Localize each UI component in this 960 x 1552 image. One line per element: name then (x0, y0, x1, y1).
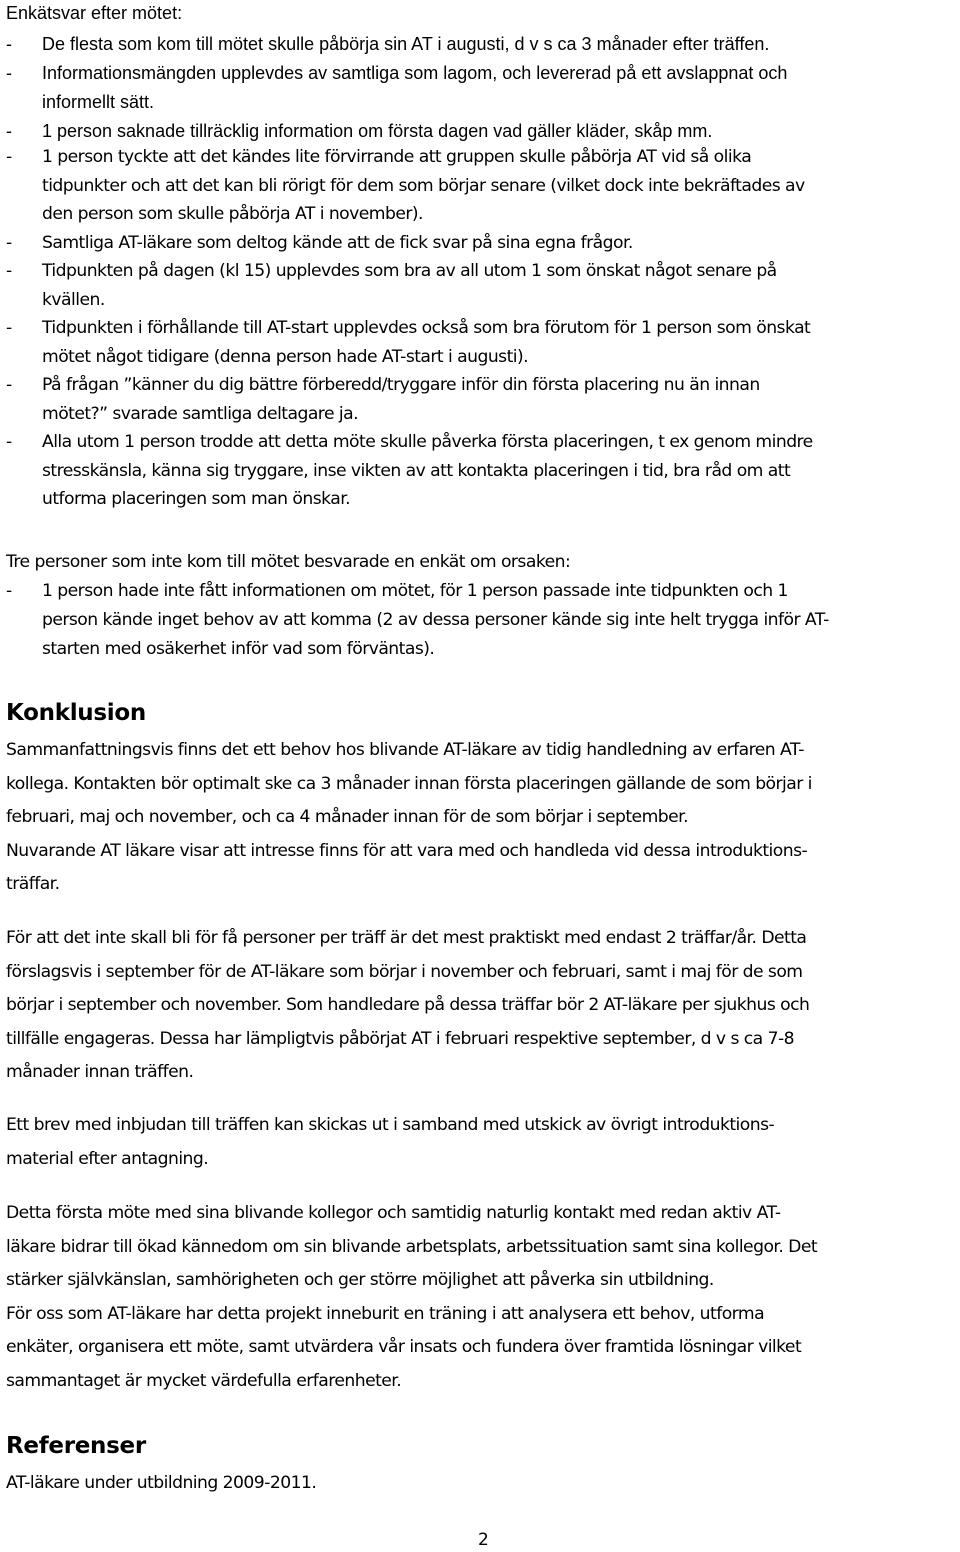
conclusion-paragraph-1 (6, 734, 812, 902)
bullet-dash: - (6, 318, 12, 338)
list-item (0, 314, 813, 371)
list-item-line: De flesta som kom till mötet skulle påbörja sin AT i augusti, d v s ca 3 månader efter träffen. (42, 34, 770, 54)
list-item-line: 1 person hade inte fått informationen om mötet, för 1 person passade inte tidpunkten och 1 (42, 581, 788, 601)
list-item-line: person kände inget behov av att komma (2 av dessa personer kände sig inte helt trygga inför AT- (42, 610, 829, 630)
bullet-dash: - (6, 63, 12, 83)
conclusion-heading: Konklusion (6, 700, 146, 726)
text-line: För oss som AT-läkare har detta projekt inneburit en träning i att analysera ett behov, utforma (6, 1303, 765, 1324)
list-item-line: kvällen. (42, 289, 105, 310)
list-item-line: den person som skulle påbörja AT i november). (42, 204, 423, 224)
list-item-line: Alla utom 1 person trodde att detta möte skulle påverka första placeringen, t ex genom mindre (42, 432, 813, 452)
text-line: läkare bidrar till ökad kännedom om sin blivande arbetsplats, arbetssituation samt sina kollegor. Det (6, 1236, 818, 1257)
bullet-dash: - (6, 121, 12, 141)
text-line: tillfälle engageras. Dessa har lämpligtvis påbörjat AT i februari respektive september, d v s ca 7-8 (6, 1028, 795, 1049)
conclusion-paragraph-4 (6, 1197, 817, 1398)
list-item (0, 428, 813, 514)
list-item-line: informellt sätt. (42, 92, 155, 112)
list-item (0, 229, 813, 258)
bullet-dash: - (6, 34, 12, 54)
text-line: Ett brev med inbjudan till träffen kan skickas ut i samband med utskick av övrigt introduktions- (6, 1115, 775, 1135)
bullet-dash: - (6, 375, 12, 395)
text-line: Detta första möte med sina blivande kollegor och samtidig naturlig kontakt med redan aktiv AT- (6, 1203, 781, 1223)
survey-heading: Enkätsvar efter mötet: (6, 3, 183, 23)
references-heading: Referenser (6, 1433, 146, 1459)
text-line: Sammanfattningsvis finns det ett behov hos blivande AT-läkare av tidig handledning av erfaren AT- (6, 740, 804, 760)
absent-intro: Tre personer som inte kom till mötet besvarade en enkät om orsaken: (6, 552, 571, 572)
list-item-line: starten med osäkerhet inför vad som förväntas). (42, 639, 435, 659)
list-item (0, 59, 787, 117)
list-item (0, 143, 813, 229)
text-line: stärker självkänslan, samhörigheten och ger större möjlighet att påverka sin utbildning. (6, 1270, 714, 1290)
text-line: material efter antagning. (6, 1148, 209, 1169)
survey-list-1 (0, 30, 787, 146)
list-item (0, 257, 813, 314)
text-line: månader innan träffen. (6, 1062, 194, 1082)
list-item-line: 1 person tyckte att det kändes lite förvirrande att gruppen skulle påbörja AT vid så olika (42, 147, 752, 167)
conclusion-paragraph-3 (6, 1109, 774, 1176)
list-item (0, 371, 813, 428)
list-item (0, 30, 787, 59)
list-item-line: Tidpunkten på dagen (kl 15) upplevdes som bra av all utom 1 som önskat något senare på (42, 261, 777, 281)
list-item-line: På frågan ”känner du dig bättre förberedd/tryggare inför din första placering nu än innan (42, 375, 760, 395)
list-item-line: Informationsmängden upplevdes av samtliga som lagom, och levererad på ett avslappnat och (42, 63, 788, 83)
list-item-line: Tidpunkten i förhållande till AT-start upplevdes också som bra förutom för 1 person som önskat (42, 318, 811, 338)
references-text: AT-läkare under utbildning 2009-2011. (6, 1473, 317, 1493)
text-line: förslagsvis i september för de AT-läkare som börjar i november och februari, samt i maj för de som (6, 961, 803, 982)
list-item (0, 577, 829, 664)
text-line: sammantaget är mycket värdefulla erfarenheter. (6, 1370, 402, 1391)
bullet-dash: - (6, 261, 12, 281)
survey-list-2 (0, 143, 813, 514)
bullet-dash: - (6, 581, 12, 601)
list-item-line: tidpunkter och att det kan bli rörigt för dem som börjar senare (vilket dock inte bekräftades av (42, 175, 805, 196)
bullet-dash: - (6, 147, 12, 167)
text-line: Nuvarande AT läkare visar att intresse finns för att vara med och handleda vid dessa introduktions- (6, 840, 808, 861)
list-item (0, 117, 787, 146)
bullet-dash: - (6, 232, 12, 253)
text-line: börjar i september och november. Som handledare på dessa träffar bör 2 AT-läkare per sjukhus och (6, 995, 810, 1015)
text-line: För att det inte skall bli för få personer per träff är det mest praktiskt med endast 2 träffar/år. Detta (6, 928, 807, 948)
list-item-line: 1 person saknade tillräcklig information om första dagen vad gäller kläder, skåp mm. (42, 121, 713, 141)
bullet-dash: - (6, 432, 12, 452)
page-number: 2 (478, 1530, 489, 1550)
text-line: kollega. Kontakten bör optimalt ske ca 3 månader innan första placeringen gällande de som börjar i (6, 773, 812, 794)
text-line: träffar. (6, 874, 60, 894)
text-line: enkäter, organisera ett möte, samt utvärdera vår insats och fundera över framtida lösningar vilket (6, 1337, 802, 1357)
text-line: februari, maj och november, och ca 4 månader innan för de som börjar i september. (6, 807, 689, 827)
list-item-line: stresskänsla, känna sig tryggare, inse vikten av att kontakta placeringen i tid, bra råd om att (42, 460, 791, 481)
conclusion-paragraph-2 (6, 922, 809, 1090)
absent-list (0, 577, 829, 664)
list-item-line: mötet något tidigare (denna person hade AT-start i augusti). (42, 346, 529, 367)
list-item-line: Samtliga AT-läkare som deltog kände att de fick svar på sina egna frågor. (42, 232, 633, 253)
list-item-line: utforma placeringen som man önskar. (42, 489, 351, 509)
list-item-line: mötet?” svarade samtliga deltagare ja. (42, 403, 359, 424)
